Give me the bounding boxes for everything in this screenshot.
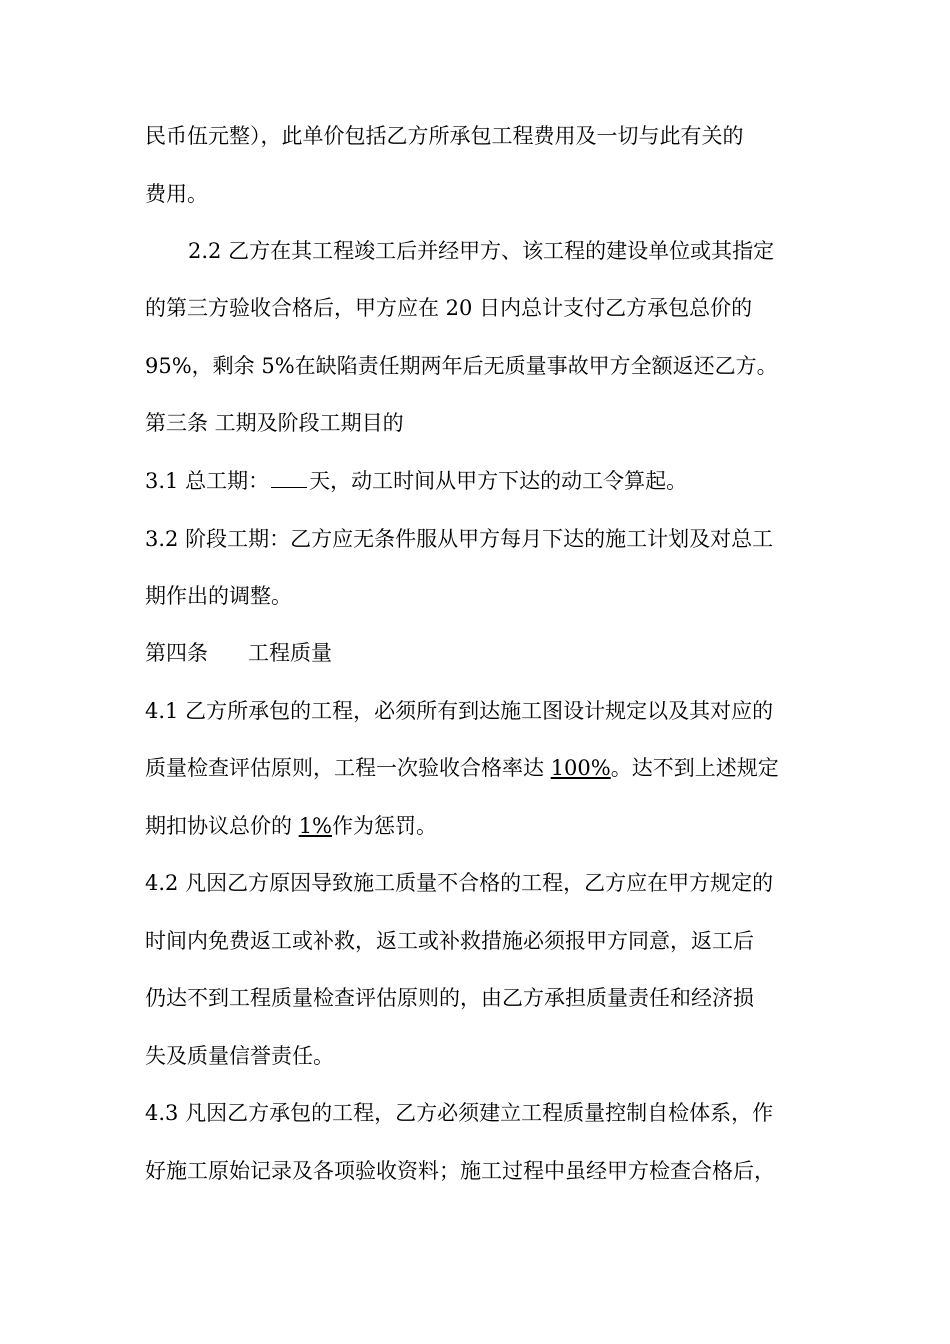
text-segment: 期扣协议总价的 [145,814,299,838]
paragraph-line [145,811,815,841]
article-4-title: 工程质量 [248,641,332,665]
paragraph-line: 仍达不到工程质量检查评估原则的，由乙方承担质量责任和经济损 [145,986,754,1010]
text-segment: 。达不到上述规定 [610,756,779,780]
clause-3-1-prefix: 3.1 总工期： [145,469,270,493]
clause-4-2-line: 4.2 凡因乙方原因导致施工质量不合格的工程，乙方应在甲方规定的 [145,871,774,895]
paragraph-line [145,753,815,783]
paragraph-line: 95%，剩余 5%在缺陷责任期两年后无质量事故甲方全额返还乙方。 [145,354,778,378]
paragraph-line: 失及质量信誉责任。 [145,1044,334,1068]
penalty-rate-value: 1% [298,814,333,838]
paragraph-line: 好施工原始记录及各项验收资料；施工过程中虽经甲方检查合格后， [145,1159,775,1183]
pass-rate-value: 100% [550,756,611,780]
clause-2-2-line: 2.2 乙方在其工程竣工后并经甲方、该工程的建设单位或其指定 [188,239,775,263]
clause-4-3-line: 4.3 凡因乙方承包的工程，乙方必须建立工程质量控制自检体系，作 [145,1101,774,1125]
clause-4-1-line: 4.1 乙方所承包的工程，必须所有到达施工图设计规定以及其对应的 [145,699,774,723]
clause-3-1-suffix: 天，动工时间从甲方下达的动工令算起。 [309,469,688,493]
article-4-label: 第四条 [145,641,208,665]
paragraph-line: 期作出的调整。 [145,584,292,608]
clause-3-2-line: 3.2 阶段工期：乙方应无条件服从甲方每月下达的施工计划及对总工 [145,527,774,551]
article-4-heading [145,638,815,668]
text-segment: 质量检查评估原则，工程一次验收合格率达 [145,756,551,780]
duration-blank [271,469,307,488]
clause-3-1-line [145,466,815,496]
article-3-heading: 第三条 工期及阶段工期目的 [145,411,404,435]
paragraph-line: 的第三方验收合格后，甲方应在 20 日内总计支付乙方承包总价的 [145,296,753,320]
paragraph-line: 时间内免费返工或补救，返工或补救措施必须报甲方同意，返工后 [145,929,754,953]
paragraph-line: 费用。 [145,182,208,206]
text-segment: 作为惩罚。 [332,814,438,838]
paragraph-line: 民币伍元整），此单价包括乙方所承包工程费用及一切与此有关的 [145,124,744,148]
